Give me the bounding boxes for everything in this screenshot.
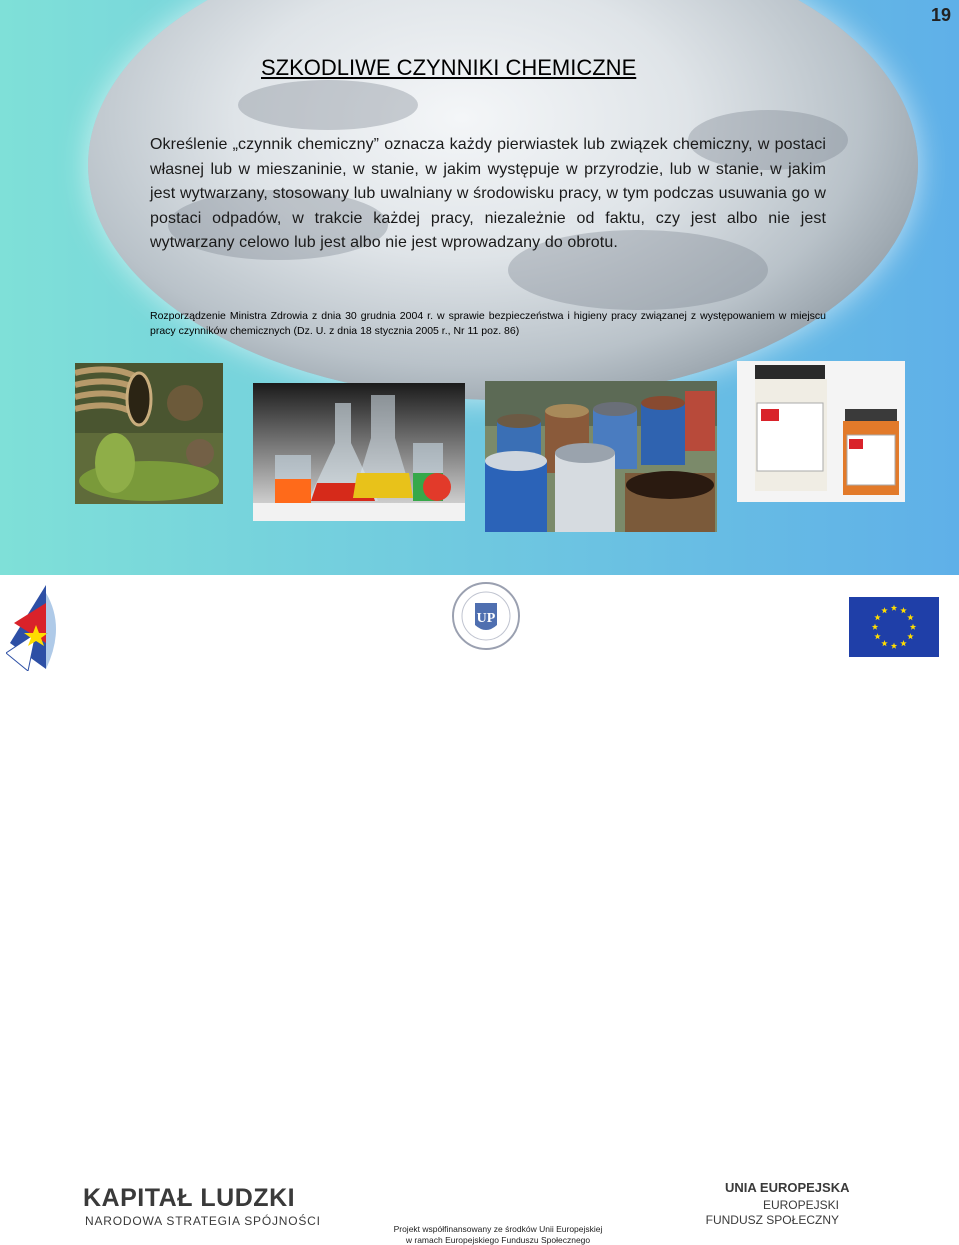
eu-flag-icon [849,597,939,657]
seal-letters: UP [476,611,496,626]
kapital-ludzki-logo-icon [6,583,68,671]
definition-text: Określenie „czynnik chemiczny” oznacza każdy pierwiastek lub związek chemiczny, w postaci własnej lub w mieszaninie, w stanie, w jakim występuje w przyrodzie, lub w stanie, w jakim jest wytwarzany, stosowany lub uwalniany w środowisku pracy, w tym podczas usuwania go w postaci odpadów, w trakcie każdej pracy, niezależnie od faktu, czy jest albo nie jest wytwarzany celowo lub jest albo nie jest wprowadzany do obrotu. [150,136,826,251]
legal-citation: Rozporządzenie Ministra Zdrowia z dnia 30 grudnia 2004 r. w sprawie bezpieczeństwa i higieny pracy związanej z występowaniem w miejscu pracy czynników chemicznych (Dz. U. z dnia 18 stycznia 2005 r., Nr 11 poz. 86) [150,310,826,337]
funding-note-line2: w ramach Europejskiego Funduszu Społecznego [405,1235,591,1245]
funding-note-line1: Projekt współfinansowany ze środków Unii Europejskiej [393,1224,603,1234]
footer-bar [0,575,959,1245]
kapital-ludzki-subtitle: NARODOWA STRATEGIA SPÓJNOŚCI [85,1214,321,1228]
photo-chemical-barrels [485,381,717,532]
kapital-ludzki-title: KAPITAŁ LUDZKI [83,1184,296,1212]
eu-subtitle-line2: FUNDUSZ SPOŁECZNY [705,1213,839,1227]
university-seal-icon [451,581,521,651]
page-number: 19 [930,5,951,25]
photo-chemical-jars [737,361,905,502]
eu-subtitle-line1: EUROPEJSKI [762,1198,839,1212]
slide-title: SZKODLIWE CZYNNIKI CHEMICZNE [261,55,637,80]
photo-laboratory-flasks [253,383,465,521]
slide [0,0,959,575]
eu-title: UNIA EUROPEJSKA [725,1180,850,1195]
photo-sewage-pipe [75,363,223,504]
